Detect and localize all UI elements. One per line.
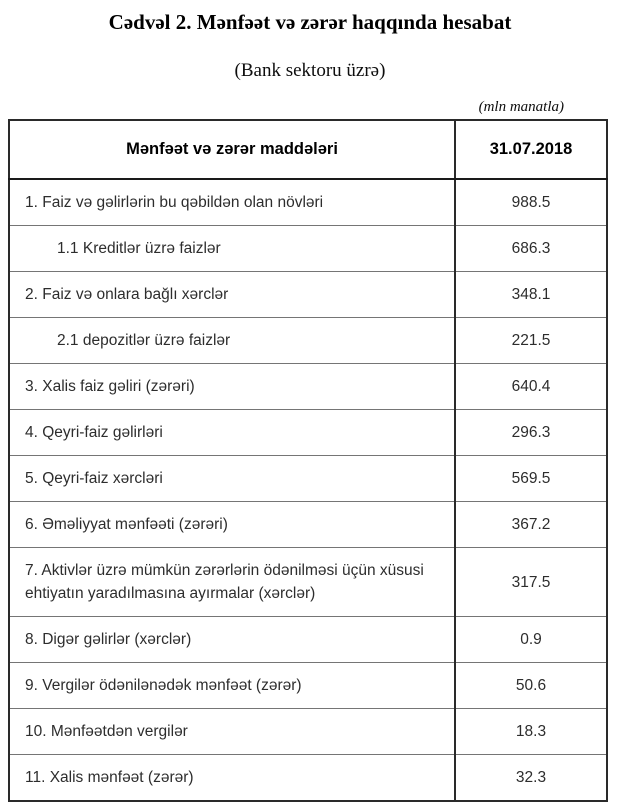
page-subtitle: (Bank sektoru üzrə) [234,60,386,81]
table-row [9,502,607,548]
table-row [9,226,607,272]
table-row [9,456,607,502]
item-value: 988.5 [455,179,607,226]
profit-loss-table [8,119,608,802]
item-value: 686.3 [455,226,607,272]
item-label: 1. Faiz və gəlirlərin bu qəbildən olan növləri [9,179,455,226]
table-row [9,364,607,410]
item-value: 221.5 [455,318,607,364]
table-row [9,617,607,663]
item-value: 317.5 [455,548,607,617]
header-row [9,120,607,179]
item-value: 569.5 [455,456,607,502]
item-value: 348.1 [455,272,607,318]
item-label: 8. Digər gəlirlər (xərclər) [9,617,455,663]
item-label: 6. Əməliyyat mənfəəti (zərəri) [9,502,455,548]
item-label: 5. Qeyri-faiz xərcləri [9,456,455,502]
item-value: 50.6 [455,663,607,709]
column-header-items: Mənfəət və zərər maddələri [9,120,455,179]
column-header-date: 31.07.2018 [455,120,607,179]
table-row [9,663,607,709]
table-row [9,179,607,226]
item-value: 18.3 [455,709,607,755]
item-value: 0.9 [455,617,607,663]
item-label: 3. Xalis faiz gəliri (zərəri) [9,364,455,410]
item-label: 11. Xalis mənfəət (zərər) [9,755,455,802]
table-row [9,272,607,318]
table-row [9,709,607,755]
item-value: 32.3 [455,755,607,802]
table-row [9,318,607,364]
item-label: 9. Vergilər ödənilənədək mənfəət (zərər) [9,663,455,709]
item-label: 1.1 Kreditlər üzrə faizlər [9,226,455,272]
item-label: 2. Faiz və onlara bağlı xərclər [9,272,455,318]
table-header [9,120,607,179]
item-label: 10. Mənfəətdən vergilər [9,709,455,755]
item-label: 4. Qeyri-faiz gəlirləri [9,410,455,456]
item-value: 296.3 [455,410,607,456]
report-table-body [9,179,607,801]
item-label: 2.1 depozitlər üzrə faizlər [9,318,455,364]
table-row [9,410,607,456]
unit-note: (mln manatla) [478,99,564,115]
table-row [9,548,607,617]
page-title: Cədvəl 2. Mənfəət və zərər haqqında hesabat [108,10,512,34]
item-value: 367.2 [455,502,607,548]
item-label: 7. Aktivlər üzrə mümkün zərərlərin ödənilməsi üçün xüsusi ehtiyatın yaradılmasına ayırmalar (xərclər) [9,548,455,617]
item-value: 640.4 [455,364,607,410]
table-row [9,755,607,802]
